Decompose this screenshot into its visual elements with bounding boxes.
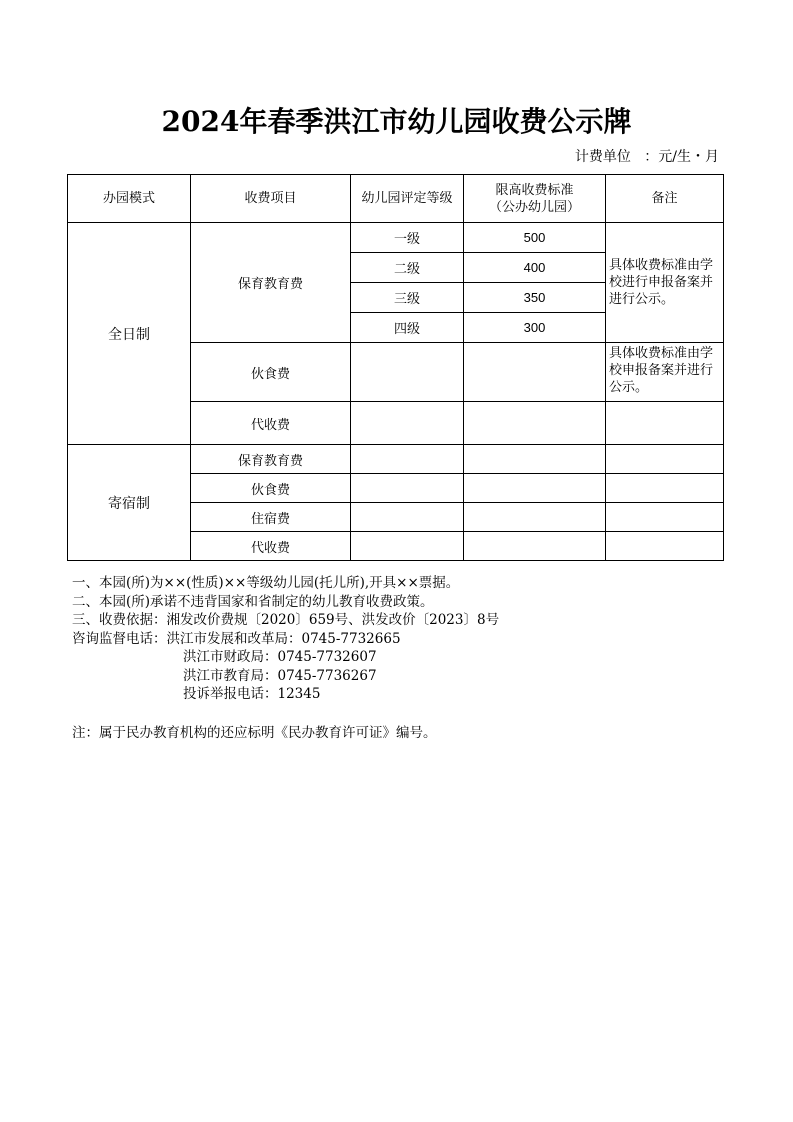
grade-cell: 四级 [351, 313, 464, 343]
empty-cell [351, 532, 464, 561]
item-fullday-meals: 伙食费 [191, 343, 351, 402]
empty-cell [351, 402, 464, 445]
empty-cell [606, 532, 724, 561]
header-limit-line1: 限高收费标准 [495, 182, 574, 198]
empty-cell [464, 402, 606, 445]
remark-meals: 具体收费标准由学校申报备案并进行公示。 [606, 343, 724, 402]
mode-fullday: 全日制 [68, 223, 191, 445]
fee-value: 300 [464, 313, 606, 343]
grade-cell: 三级 [351, 283, 464, 313]
empty-cell [606, 445, 724, 474]
empty-cell [351, 474, 464, 503]
note-line: 一、本园(所)为××(性质)××等级幼儿园(托儿所),开具××票据。 [72, 575, 460, 591]
empty-cell [464, 503, 606, 532]
fee-value: 400 [464, 253, 606, 283]
item-fullday-agency: 代收费 [191, 402, 351, 445]
header-limit-line2: （公办幼儿园） [488, 199, 580, 215]
grade-cell: 二级 [351, 253, 464, 283]
item-boarding: 伙食费 [191, 474, 351, 503]
header-item: 收费项目 [191, 175, 351, 223]
item-fullday-tuition: 保育教育费 [191, 223, 351, 343]
item-boarding: 保育教育费 [191, 445, 351, 474]
fee-value: 500 [464, 223, 606, 253]
fee-value: 350 [464, 283, 606, 313]
empty-cell [606, 503, 724, 532]
empty-cell [351, 445, 464, 474]
header-grade: 幼儿园评定等级 [351, 175, 464, 223]
note-line: 三、收费依据：湘发改价费规〔2020〕659号、洪发改价〔2023〕8号 [72, 612, 500, 628]
note-line: 洪江市教育局：0745-7736267 [183, 667, 377, 684]
empty-cell [464, 532, 606, 561]
grade-cell: 一级 [351, 223, 464, 253]
header-limit [464, 175, 606, 223]
footnote: 注：属于民办教育机构的还应标明《民办教育许可证》编号。 [72, 725, 437, 741]
empty-cell [351, 343, 464, 402]
notes-section [72, 574, 752, 704]
fee-table [67, 174, 724, 561]
note-line: 二、本园(所)承诺不违背国家和省制定的幼儿教育收费政策。 [72, 593, 434, 610]
empty-cell [464, 474, 606, 503]
header-remark: 备注 [606, 175, 724, 223]
header-mode: 办园模式 [68, 175, 191, 223]
item-boarding: 代收费 [191, 532, 351, 561]
remark-tuition: 具体收费标准由学校进行申报备案并进行公示。 [606, 223, 724, 343]
empty-cell [606, 474, 724, 503]
billing-unit: 计费单位 ：元/生・月 [574, 149, 719, 165]
empty-cell [464, 343, 606, 402]
note-line: 洪江市财政局：0745-7732607 [183, 649, 377, 665]
empty-cell [464, 445, 606, 474]
note-line: 投诉举报电话：12345 [183, 686, 321, 702]
page-title: 2024年春季洪江市幼儿园收费公示牌 [161, 105, 632, 138]
table-header-row [68, 175, 724, 223]
empty-cell [351, 503, 464, 532]
table-row [68, 445, 724, 474]
mode-boarding: 寄宿制 [68, 445, 191, 561]
empty-cell [606, 402, 724, 445]
note-line: 咨询监督电话：洪江市发展和改革局：0745-7732665 [72, 630, 401, 647]
table-row [68, 223, 724, 253]
item-boarding: 住宿费 [191, 503, 351, 532]
